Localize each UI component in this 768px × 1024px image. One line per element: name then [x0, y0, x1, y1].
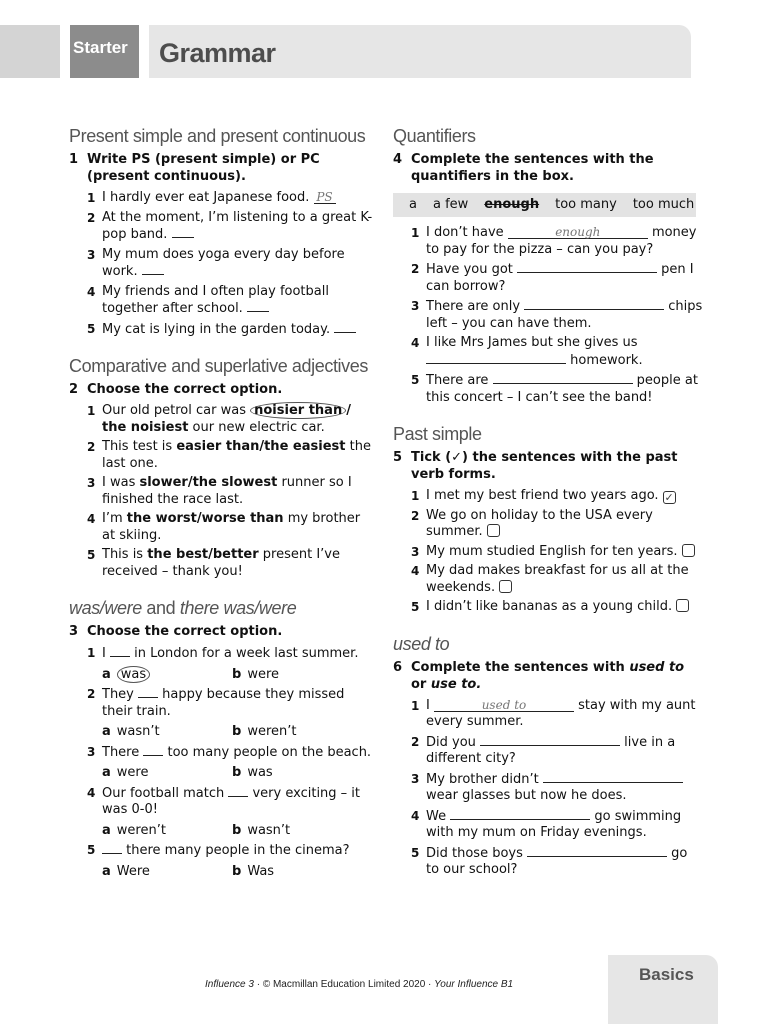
answer-field[interactable]: [517, 261, 657, 273]
list-item: 3 I was slower/the slowest runner so I finished the race last.: [87, 475, 352, 507]
list-item: 3 There too many people on the beach. a were b was: [87, 744, 372, 780]
answer-field[interactable]: [172, 226, 194, 238]
list-item: 3 My mum does yoga every day before work.: [87, 246, 345, 279]
tick-checkbox[interactable]: [487, 524, 500, 537]
list-item: 4 Our football match very exciting – it was 0-0! a weren’t b wasn’t: [87, 785, 361, 838]
list-item: 1 I don’t have enough money to pay for the pizza – can you pay?: [411, 225, 697, 257]
exercise-list: [393, 225, 703, 406]
option-choice[interactable]: weren’t: [247, 724, 297, 739]
answer-field[interactable]: [480, 734, 620, 746]
answer-field[interactable]: used to: [434, 699, 574, 712]
answer-field[interactable]: [527, 845, 667, 857]
option-choice[interactable]: was: [247, 765, 273, 780]
list-item: 3 There are only chips left – you can have them.: [411, 299, 703, 331]
option-choice[interactable]: wasn’t: [247, 822, 291, 838]
basics-tab: Basics: [608, 955, 718, 1024]
answer-field[interactable]: enough: [508, 226, 648, 239]
list-item: 5 there many people in the cinema? a Were b Was: [87, 843, 350, 879]
task-instruction: 1 Write PS (present simple) or PC (present continuous).: [69, 152, 320, 184]
list-item: 4 My dad makes breakfast for us all at the weekends.: [411, 563, 689, 595]
right-column: [393, 125, 703, 882]
answer-field[interactable]: [138, 686, 158, 698]
exercise-list: [393, 488, 703, 616]
tick-checkbox[interactable]: [682, 544, 695, 557]
task-instruction: 5 Tick (✓) the sentences with the past verb forms.: [393, 450, 678, 482]
answer-field[interactable]: [426, 352, 566, 364]
list-item: 5 This is the best/better present I’ve received – thank you!: [87, 547, 340, 579]
task-instruction: 2 Choose the correct option.: [69, 382, 283, 397]
answer-field[interactable]: PS: [314, 191, 336, 204]
task-instruction: 6 Complete the sentences with used to or use to.: [393, 659, 685, 692]
side-tab: [0, 25, 60, 78]
answer-field[interactable]: [493, 372, 633, 384]
section-title: used to: [393, 633, 450, 654]
list-item: 2 We go on holiday to the USA every summer.: [411, 507, 653, 539]
tick-checkbox[interactable]: ✓: [664, 491, 674, 504]
left-column: [69, 125, 374, 883]
answer-field[interactable]: [228, 785, 248, 797]
section-title: Present simple and present continuous: [69, 126, 366, 146]
list-item: 5 I didn’t like bananas as a young child.: [411, 599, 703, 616]
page-title: Grammar: [159, 38, 276, 68]
task-instruction: 4 Complete the sentences with the quantifiers in the box.: [393, 152, 654, 184]
box-word: too many: [555, 196, 617, 212]
list-item: 1 Our old petrol car was noisier than / the noisiest our new electric car.: [87, 403, 351, 435]
option-choice[interactable]: wasn’t: [116, 724, 160, 739]
list-item: 1 I met my best friend two years ago. ✓: [411, 488, 674, 504]
list-item: 4 I like Mrs James but she gives us homework.: [411, 335, 643, 368]
answer-field[interactable]: [543, 771, 683, 783]
option-choice[interactable]: were: [247, 666, 279, 682]
option-choice[interactable]: Were: [116, 863, 150, 879]
list-item: 4 I’m the worst/worse than my brother at skiing.: [87, 511, 361, 543]
quantifier-box: [393, 193, 696, 217]
answer-field[interactable]: [110, 645, 130, 657]
answer-field[interactable]: [143, 744, 163, 756]
list-item: 5 Did those boys go to our school?: [411, 845, 688, 877]
title-bar: [149, 25, 691, 78]
list-item: 2 Have you got pen I can borrow?: [411, 262, 694, 294]
box-word: too much: [632, 196, 695, 212]
answer-field[interactable]: [524, 298, 664, 310]
answer-field[interactable]: [102, 842, 122, 854]
list-item: 5 My cat is lying in the garden today.: [87, 321, 374, 339]
answer-field[interactable]: [450, 808, 590, 820]
option-choice[interactable]: the worst/worse than: [126, 511, 284, 526]
tick-checkbox[interactable]: [499, 580, 512, 593]
exercise-list: [393, 698, 703, 879]
list-item: 4 My friends and I often play football together after school.: [87, 283, 329, 316]
list-item: 5 There are people at this concert – I can’t see the band!: [411, 373, 698, 405]
box-word: a: [409, 196, 417, 212]
footer-credit: Influence 3 · © Macmillan Education Limited 2020 · Your Influence B1: [205, 979, 514, 990]
list-item: 2 Did you live in a different city?: [411, 734, 676, 766]
answer-field[interactable]: [247, 300, 269, 312]
list-item: 1 I in London for a week last summer. a was b were: [87, 646, 359, 682]
list-item: 3 My mum studied English for ten years.: [411, 544, 703, 561]
option-choice[interactable]: weren’t: [116, 822, 166, 838]
section-title: Past simple: [393, 424, 482, 444]
option-choice[interactable]: the best/better: [147, 547, 259, 562]
list-item: 3 My brother didn’t wear glasses but now he does.: [411, 771, 703, 805]
list-item: 4 We go swimming with my mum on Friday evenings.: [411, 808, 682, 840]
option-choice[interactable]: Was: [247, 863, 275, 879]
list-item: 2 They happy because they missed their train. a wasn’t b weren’t: [87, 687, 345, 739]
section-title: Quantifiers: [393, 126, 476, 146]
tick-checkbox[interactable]: [676, 599, 689, 612]
list-item: 1 I used to stay with my aunt every summer.: [411, 697, 696, 729]
section-title: was/were and there was/were: [69, 598, 297, 618]
answer-field[interactable]: [142, 263, 164, 275]
option-choice[interactable]: slower/the slowest: [139, 475, 278, 490]
option-choice[interactable]: were: [116, 765, 149, 780]
option-choice[interactable]: easier than/the easiest: [176, 439, 346, 454]
selected-option[interactable]: was: [117, 666, 150, 683]
starter-label: Starter: [70, 25, 139, 78]
box-word: a few: [432, 196, 469, 212]
list-item: 2 This test is easier than/the easiest the last one.: [87, 439, 371, 471]
answer-field[interactable]: [334, 321, 356, 333]
list-item: 2 At the moment, I’m listening to a great K-pop band.: [87, 209, 373, 242]
exercise-list: [69, 190, 374, 338]
box-word-used: enough: [484, 196, 540, 212]
task-instruction: 3 Choose the correct option.: [69, 624, 283, 639]
list-item: 1 I hardly ever eat Japanese food. PS: [87, 190, 374, 207]
exercise-list: [69, 645, 374, 880]
section-title: Comparative and superlative adjectives: [69, 356, 368, 376]
selected-option[interactable]: noisier than: [250, 402, 346, 419]
exercise-list: [69, 403, 374, 580]
